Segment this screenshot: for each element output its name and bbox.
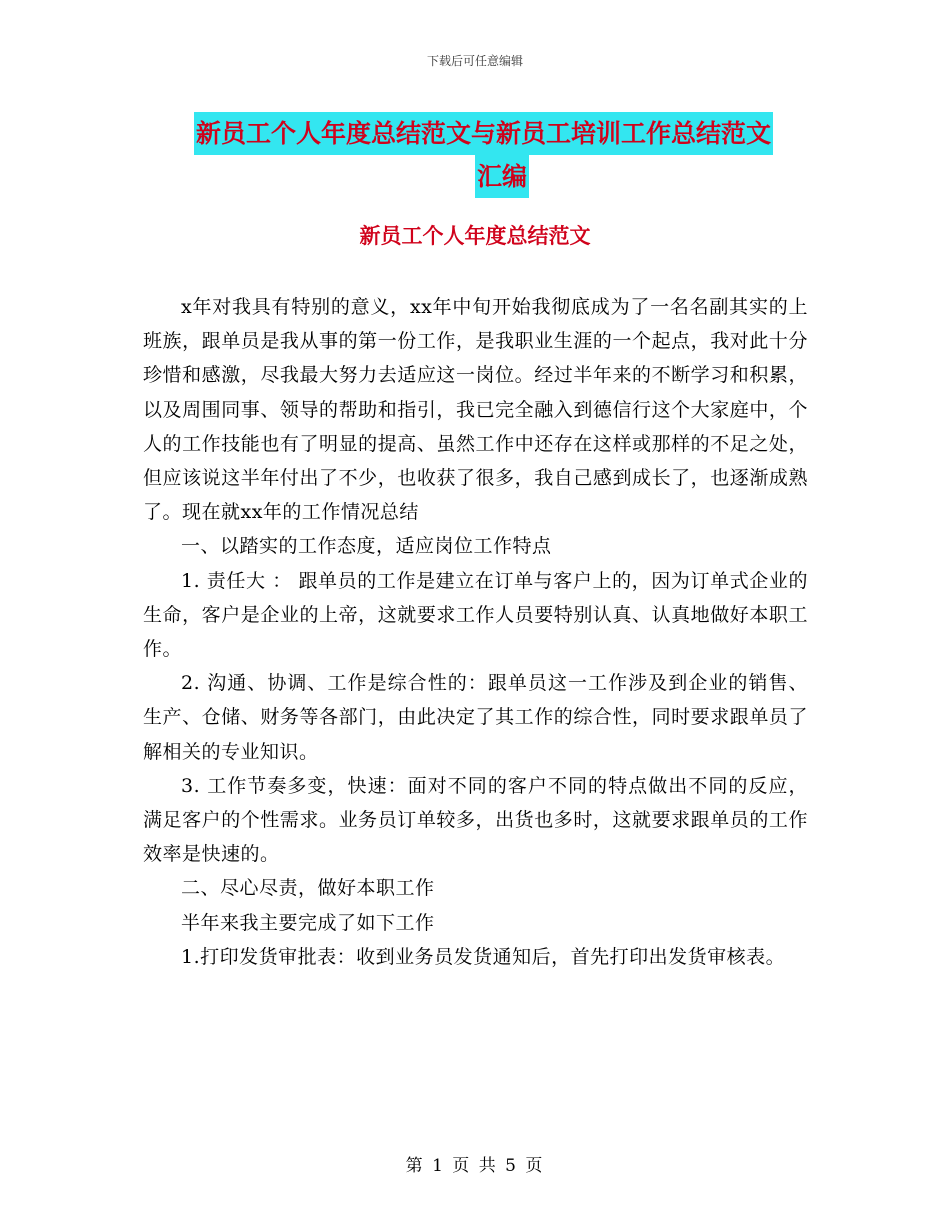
page-header-note: 下载后可任意编辑 — [426, 54, 523, 68]
paragraph-item-1: 1. 责任大 ： 跟单员的工作是建立在订单与客户上的，因为订单式企业的生命，客户是企业的上帝，这就要求工作人员要特别认真、认真地做好本职工作。 — [143, 569, 808, 661]
paragraph-item-2: 2. 沟通、协调、工作是综合性的：跟单员这一工作涉及到企业的销售、生产、仓储、财务等各部门，由此决定了其工作的综合性，同时要求跟单员了解相关的专业知识。 — [143, 672, 808, 763]
paragraph-work-item-1: 1.打印发货审批表：收到业务员发货通知后，首先打印出发货审核表。 — [181, 945, 786, 968]
paragraph-intro: x年对我具有特别的意义，xx年中旬开始我彻底成为了一名名副其实的上班族，跟单员是我从事的第一份工作，是我职业生涯的一个起点，我对此十分珍惜和感激，尽我最大努力去适应这一岗位。经过半年来的不断学习和积累，以及周围同事、领导的帮助和指引，我已完全融入到德信行这个大家庭中，个人的工作技能也有了明显的提高、虽然工作中还存在这样或那样的不足之处，但应该说这半年付出了不少，也收获了很多，我自己感到成长了，也逐渐成熟了。现在就xx年的工作情况总结 — [143, 296, 808, 524]
heading-part-two: 二、尽心尽责，做好本职工作 — [181, 877, 435, 900]
page-number: 第 1 页 共 5 页 — [405, 1156, 545, 1176]
paragraph-work-intro: 半年来我主要完成了如下工作 — [181, 911, 435, 934]
section-title: 新员工个人年度总结范文 — [359, 224, 591, 248]
document-body — [143, 290, 808, 974]
paragraph-item-3: 3. 工作节奏多变，快速：面对不同的客户不同的特点做出不同的反应，满足客户的个性需求。业务员订单较多，出货也多时，这就要求跟单员的工作效率是快速的。 — [143, 774, 808, 866]
document-title-line-2: 汇编 — [475, 155, 529, 198]
heading-part-one: 一、以踏实的工作态度，适应岗位工作特点 — [181, 535, 552, 558]
document-title-line-1: 新员工个人年度总结范文与新员工培训工作总结范文 — [194, 112, 773, 155]
